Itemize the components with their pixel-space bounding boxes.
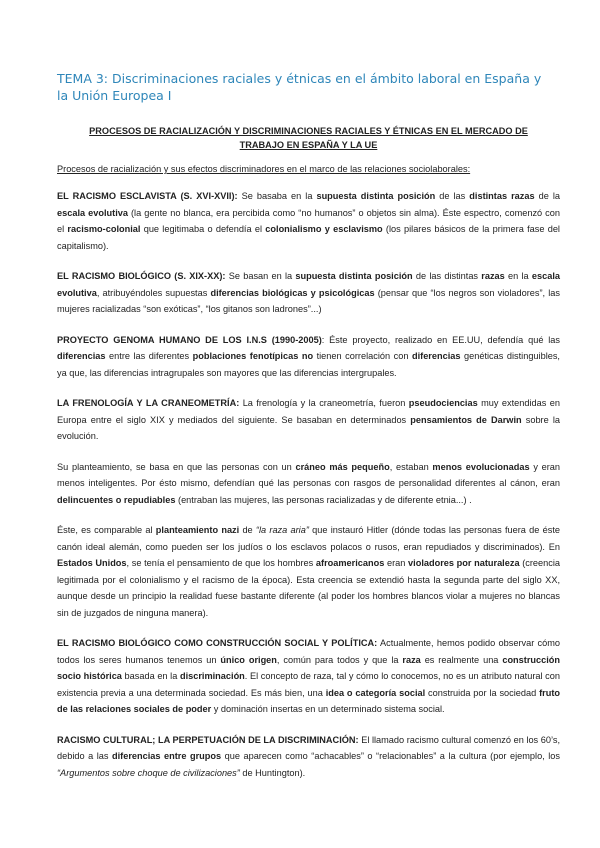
text-run: es realmente una [420,654,503,665]
bold-text: poblaciones fenotípicas no [192,351,314,361]
text-run: (pensar que “los negros son violadores”, las mujeres racializadas “son exóticas”, “los gitanos son ladrones”...) [57,287,560,314]
text-run: Se basan en la [225,271,296,281]
text-run: (los pilares básicos de la primera fase del capitalismo). [57,224,560,251]
bold-text: discriminación [179,671,245,681]
text-run: de Huntington). [239,767,306,778]
bold-text: único origen [220,654,277,665]
bold-text: cráneo más pequeño [295,461,390,472]
text-run: La frenología y la craneometría, fueron [239,398,409,408]
paragraph [57,459,560,509]
bold-text: construcción socio histórica [57,654,561,681]
text-run: El llamado racismo cultural comenzó en los 60’s, debido a las [57,734,560,761]
subsection-heading: Procesos de racialización y sus efectos discriminadores en el marco de las relaciones sociolaborales: [57,164,471,174]
paragraph [57,732,560,782]
text-run: basada en la [121,671,180,681]
text-run: y dominación insertas en un determinado sistema social. [211,704,445,714]
bold-text: RACISMO CULTURAL; LA PERPETUACIÓN DE LA DISCRIMINACIÓN: [57,734,359,745]
bold-text: supuesta distinta posición [295,271,413,281]
text-run: de la [534,191,560,201]
bold-text: raza [402,654,421,665]
text-run: que legitimaba o defendía el [140,224,266,234]
text-run: sobre la evolución. [57,414,560,441]
bold-text: razas [481,271,505,281]
text-run: Su planteamiento, se basa en que las personas con un [57,461,296,472]
bold-text: distintas razas [469,191,535,201]
paragraph [57,395,560,445]
bold-text: fruto de las relaciones sociales de poder [57,687,561,714]
text-run: de las [435,191,470,201]
text-run: , común para todos y que la [276,654,403,665]
body-text [57,188,560,781]
paragraph [57,332,560,382]
paragraph [57,635,560,718]
text-run: . El concepto de raza, tal y cómo lo conocemos, no es un atributo natural con existencia previa a una determinada sociedad. Es más bien, una [57,671,560,698]
bold-text: colonialismo y esclavismo [265,224,383,234]
bold-text: EL RACISMO ESCLAVISTA (S. XVI-XVII): [57,191,238,201]
text-run: Actualmente, hemos podido observar cómo todos los seres humanos tenemos un [57,638,560,665]
paragraph [57,268,560,318]
section-heading: PROCESOS DE RACIALIZACIÓN Y DISCRIMINACIONES RACIALES Y ÉTNICAS EN EL MERCADO DE TRABAJO EN ESPAÑA Y LA UE [89,126,528,150]
bold-text: idea o categoría social [325,687,426,698]
page-title: TEMA 3: Discriminaciones raciales y étnicas en el ámbito laboral en España y la Unión Europea I [57,71,542,103]
bold-text: planteamiento nazi [155,525,240,535]
bold-text: PROYECTO GENOMA HUMANO DE LOS I.N.S (1990-2005) [57,334,322,345]
bold-text: escala evolutiva [57,207,128,218]
text-run: de [239,525,256,535]
text-run: y eran menos inteligentes. Por ésto mismo, defendían qué las personas con rasgos de personalidad diferentes al cánon, eran [57,461,561,488]
paragraph [57,188,560,254]
text-run: construida por la sociedad [425,687,540,698]
text-run: eran [384,558,409,568]
bold-text: afroamericanos [315,558,385,568]
text-run: Se basaba en la [237,191,317,201]
text-run: muy extendidas en Europa entre el siglo XIX y mediados del siguiente. Se basaban en determinados [57,398,560,425]
bold-text: pseudociencias [408,398,478,408]
italic-text: “Argumentos sobre choque de civilizaciones” [57,767,240,778]
text-run: Éste, es comparable al [57,525,156,535]
bold-text: diferencias entre grupos [111,751,222,761]
text-run: , atribuyéndoles supuestas [96,287,211,298]
text-run: que aparecen como “achacables” o “relacionables” a la cultura (por ejemplo, los [221,751,560,761]
bold-text: violadores por naturaleza [408,558,520,568]
bold-text: escala evolutiva [57,271,560,298]
text-run: genéticas distinguibles, ya que, las diferencias intragrupales son mayores que las diferencias intergrupales. [57,351,560,378]
italic-text: “la raza aria” [255,525,309,535]
paragraph [57,522,560,621]
text-run: en la [504,271,532,281]
text-run: tienen correlación con [313,351,412,361]
text-run: que instauró Hitler (dónde todas las personas fuera de éste canón ideal alemán, como pueden ser los judíos o los esclavos polacos o rusos, eran repudiados y discriminados). En [57,525,560,552]
bold-text: diferencias biológicas y psicológicas [210,287,375,298]
bold-text: pensamientos de Darwin [410,414,522,425]
bold-text: diferencias [411,351,461,361]
text-run: de las distintas [412,271,482,281]
text-run: , estaban [389,461,433,472]
text-run: (entraban las mujeres, las personas racializadas y de diferente etnia...) . [175,494,472,505]
bold-text: Estados Unidos [57,558,127,568]
text-run: (la gente no blanca, era percibida como “no humanos” o objetos sin alma). Éste espectro, comenzó con el [57,207,560,234]
bold-text: supuesta distinta posición [316,191,436,201]
bold-text: EL RACISMO BIOLÓGICO COMO CONSTRUCCIÓN SOCIAL Y POLÍTICA: [57,638,378,648]
bold-text: LA FRENOLOGÍA Y LA CRANEOMETRÍA: [57,398,240,408]
bold-text: diferencias [57,351,106,361]
text-run: entre las diferentes [105,351,193,361]
text-run: (creencia legitimada por el colonialismo y el racismo de la época). Esta creencia se extendió hasta la segunda parte del siglo XX, aunque desde un principio la realidad fuese bastante diferente (al poder los hombres blancos violar a mujeres no blancas sin de juzgados de ninguna manera). [57,558,561,618]
bold-text: EL RACISMO BIOLÓGICO (S. XIX-XX): [57,271,226,281]
text-run: : Éste proyecto, realizado en EE.UU, defendía qué las [321,334,560,345]
bold-text: racismo-colonial [67,224,141,234]
text-run: , se tenía el pensamiento de que los hombres [126,558,316,568]
bold-text: menos evolucionadas [432,461,530,472]
bold-text: delincuentes o repudiables [57,494,176,505]
